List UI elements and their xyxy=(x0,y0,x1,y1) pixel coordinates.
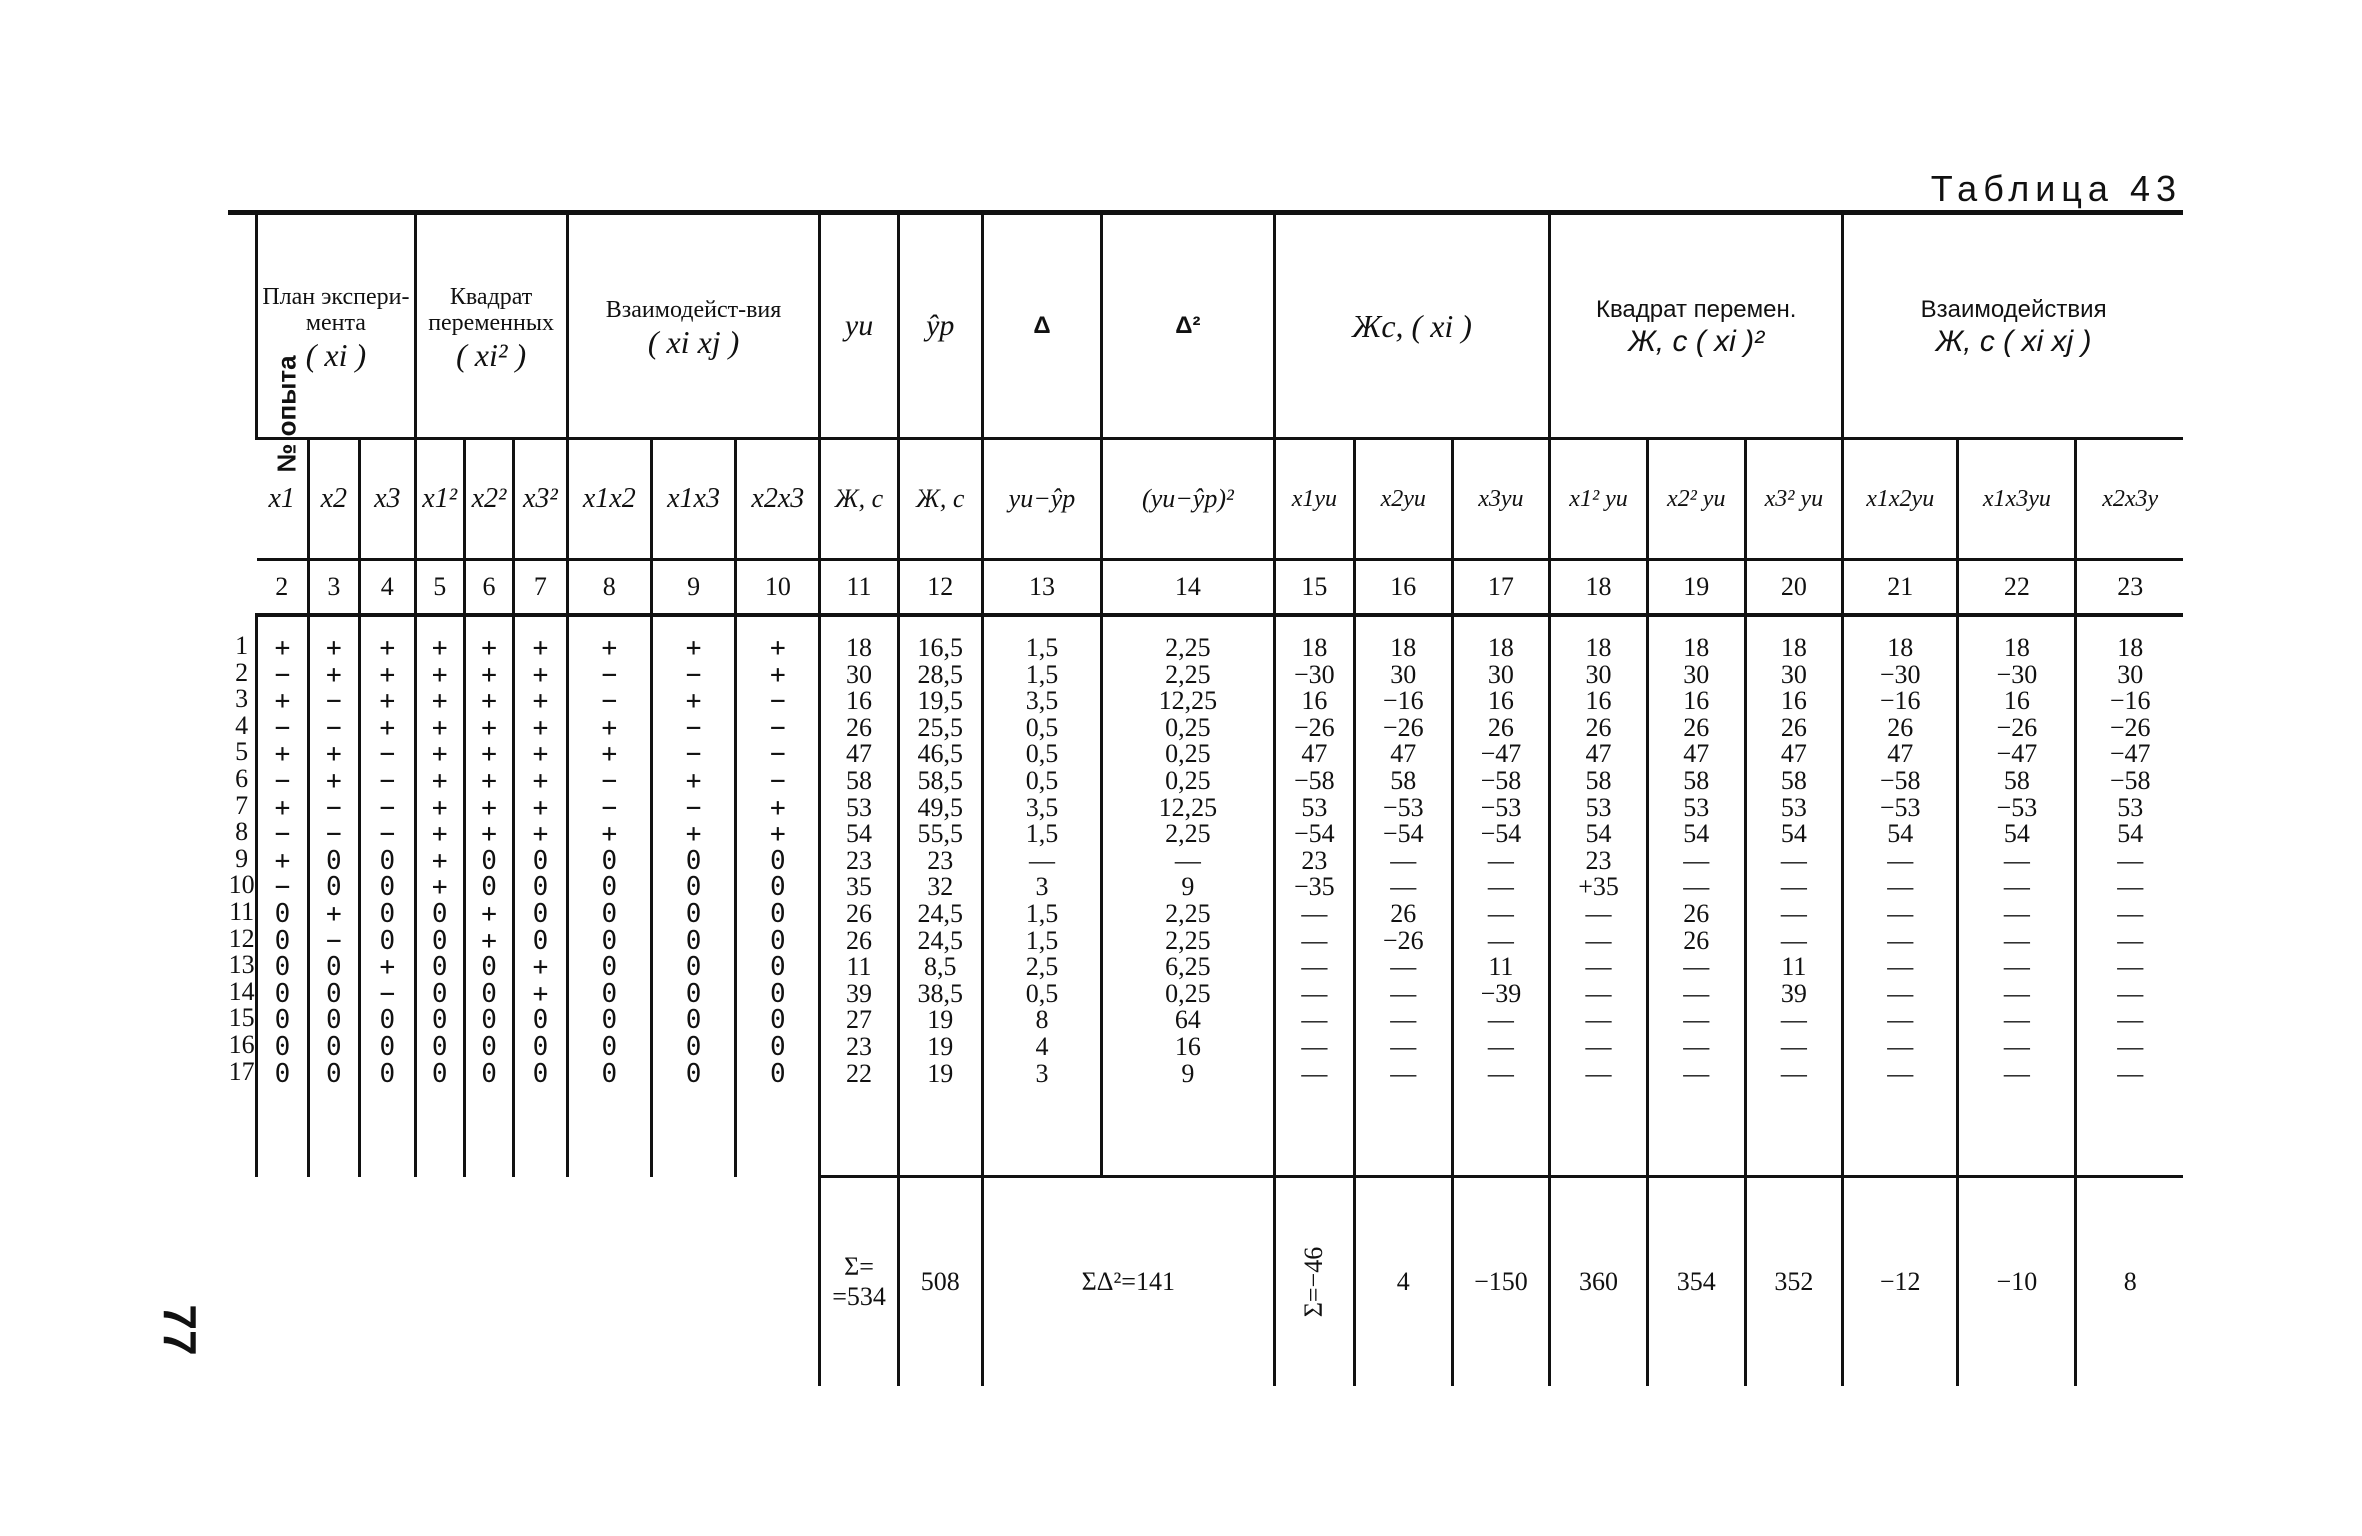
sub-x3yu: x3yu xyxy=(1452,439,1550,560)
plan-x2-values: + + − − + + − − 0 0 + − 0 0 0 0 0 xyxy=(308,615,359,1177)
row-number-label: № опыта xyxy=(271,355,302,473)
colnum-21: 21 xyxy=(1843,560,1958,616)
sub-x1yu: x1yu xyxy=(1274,439,1354,560)
colnum-6: 6 xyxy=(464,560,513,616)
sum-yp: 508 xyxy=(898,1177,982,1387)
colnum-22: 22 xyxy=(1958,560,2076,616)
sub-x2sq: x2² xyxy=(464,439,513,560)
colnum-23: 23 xyxy=(2076,560,2183,616)
colnum-13: 13 xyxy=(982,560,1101,616)
int-x2x3-values: + + − − − − + + 0 0 0 0 0 0 0 0 0 xyxy=(736,615,820,1177)
x2x3yu-values: 18 30 −16 −26 −47 −58 53 54 — — — — — — — — — xyxy=(2076,615,2183,1177)
x1x2yu-values: 18 −30 −16 26 47 −58 −53 54 — — — — — — — — — xyxy=(1843,615,1958,1177)
sub-yp-unit: Ж, с xyxy=(898,439,982,560)
sq-x2-values: + + + + + + + + 0 0 + + 0 0 0 0 0 xyxy=(464,615,513,1177)
x1sq-yu-values: 18 30 16 26 47 58 53 54 23 +35 — — — — — — — xyxy=(1550,615,1648,1177)
sq-x1-values: + + + + + + + + + + 0 0 0 0 0 0 0 xyxy=(415,615,464,1177)
int-x1x3-values: + − + − − + − + 0 0 0 0 0 0 0 0 0 xyxy=(651,615,735,1177)
sq-x3-values: + + + + + + + + 0 0 0 0 + + 0 0 0 xyxy=(514,615,567,1177)
colnum-17: 17 xyxy=(1452,560,1550,616)
delta-sq-values: 2,25 2,25 12,25 0,25 0,25 0,25 12,25 2,25 — 9 2,25 2,25 6,25 0,25 64 16 9 xyxy=(1102,615,1275,1177)
sum-x1x2: −12 xyxy=(1843,1177,1958,1387)
sum-x1yu: Σ=−46 xyxy=(1299,1246,1329,1318)
squares-title: Квадрат переменных xyxy=(428,284,554,336)
sub-x2yu: x2yu xyxy=(1354,439,1452,560)
sub-x1x3yu: x1x3yu xyxy=(1958,439,2076,560)
group-header-row xyxy=(228,213,2183,439)
plan-title: План экспери-мента xyxy=(262,284,410,336)
delta-header: Δ xyxy=(982,213,1101,439)
colnum-4: 4 xyxy=(360,560,416,616)
sub-x1x2: x1x2 xyxy=(567,439,651,560)
x2yu-values: 18 30 −16 −26 47 58 −53 −54 — — 26 −26 — — — — — xyxy=(1354,615,1452,1177)
sum-x3yu: −150 xyxy=(1452,1177,1550,1387)
colnum-5: 5 xyxy=(415,560,464,616)
sub-x1: x1 xyxy=(257,439,308,560)
yp-header: ŷp xyxy=(898,213,982,439)
delta-sq-header: Δ² xyxy=(1102,213,1275,439)
sub-x2sq-yu: x2² yu xyxy=(1647,439,1745,560)
sub-delta-sq-formula: (yu−ŷp)² xyxy=(1102,439,1275,560)
sum-x3sq: 352 xyxy=(1745,1177,1843,1387)
data-row xyxy=(228,615,2183,1177)
colnum-2: 2 xyxy=(257,560,308,616)
yp-values: 16,5 28,5 19,5 25,5 46,5 58,5 49,5 55,5 23 32 24,5 24,5 8,5 38,5 19 19 19 xyxy=(898,615,982,1177)
interactions-group-header xyxy=(567,213,820,439)
sub-x1sq-yu: x1² yu xyxy=(1550,439,1648,560)
sub-x3: x3 xyxy=(360,439,416,560)
interactions-title: Взаимодейст-вия xyxy=(605,297,782,323)
x1x3yu-values: 18 −30 16 −26 −47 58 −53 54 — — — — — — — — — xyxy=(1958,615,2076,1177)
sum-delta-sq: ΣΔ²=141 xyxy=(982,1177,1274,1387)
sum-x1yu-cell xyxy=(1274,1177,1354,1387)
colnum-12: 12 xyxy=(898,560,982,616)
colnum-9: 9 xyxy=(651,560,735,616)
x1yu-values: 18 −30 16 −26 47 −58 53 −54 23 −35 — — — — — — — xyxy=(1274,615,1354,1177)
plan-subtitle: ( xi ) xyxy=(305,337,367,373)
sum-x1sq: 360 xyxy=(1550,1177,1648,1387)
page-number: 77 xyxy=(154,1304,206,1356)
experiment-table xyxy=(228,210,2183,1386)
sum-x2yu: 4 xyxy=(1354,1177,1452,1387)
plan-x1-values: + − + − + − + − + − 0 0 0 0 0 0 0 xyxy=(257,615,308,1177)
sum-x2x3: 8 xyxy=(2076,1177,2183,1387)
x2sq-yu-values: 18 30 16 26 47 58 53 54 — — 26 26 — — — — — xyxy=(1647,615,1745,1177)
column-number-row xyxy=(228,560,2183,616)
colnum-19: 19 xyxy=(1647,560,1745,616)
colnum-14: 14 xyxy=(1102,560,1275,616)
colnum-16: 16 xyxy=(1354,560,1452,616)
x3yu-values: 18 30 16 26 −47 −58 −53 −54 — — — — 11 −39 — — — xyxy=(1452,615,1550,1177)
yu-header: yu xyxy=(820,213,898,439)
colnum-11: 11 xyxy=(820,560,898,616)
sub-x2x3yu: x2x3y xyxy=(2076,439,2183,560)
sq-var-group-header xyxy=(1550,213,1843,439)
colnum-7: 7 xyxy=(514,560,567,616)
sub-x3sq: x3² xyxy=(514,439,567,560)
sum-x1x3: −10 xyxy=(1958,1177,2076,1387)
colnum-10: 10 xyxy=(736,560,820,616)
int-x1x2-values: + − − + + − − + 0 0 0 0 0 0 0 0 0 xyxy=(567,615,651,1177)
yu-values: 18 30 16 26 47 58 53 54 23 35 26 26 11 39 27 23 22 xyxy=(820,615,898,1177)
colnum-18: 18 xyxy=(1550,560,1648,616)
sq-var-subtitle: Ж, с ( xi )² xyxy=(1628,325,1765,358)
x3sq-yu-values: 18 30 16 26 47 58 53 54 — — — — 11 39 — — — xyxy=(1745,615,1843,1177)
plan-x3-values: + + + + − − − − 0 0 0 0 + − 0 0 0 xyxy=(360,615,416,1177)
sub-yu-unit: Ж, с xyxy=(820,439,898,560)
sub-x3sq-yu: x3² yu xyxy=(1745,439,1843,560)
sub-x1sq: x1² xyxy=(415,439,464,560)
sub-x1x3: x1x3 xyxy=(651,439,735,560)
sum-row-blank xyxy=(228,1177,820,1387)
colnum-8: 8 xyxy=(567,560,651,616)
sub-x1x2yu: x1x2yu xyxy=(1843,439,1958,560)
delta-values: 1,5 1,5 3,5 0,5 0,5 0,5 3,5 1,5 — 3 1,5 1,5 2,5 0,5 8 4 3 xyxy=(982,615,1101,1177)
inter2-group-header xyxy=(1843,213,2183,439)
experiment-numbers: 1 2 3 4 5 6 7 8 9 10 11 12 13 14 15 16 17 xyxy=(228,631,255,1086)
colnum-20: 20 xyxy=(1745,560,1843,616)
sum-row xyxy=(228,1177,2183,1387)
sub-x2x3: x2x3 xyxy=(736,439,820,560)
squares-subtitle: ( xi² ) xyxy=(456,337,527,373)
sum-x2sq: 354 xyxy=(1647,1177,1745,1387)
sub-x2: x2 xyxy=(308,439,359,560)
sq-var-title: Квадрат перемен. xyxy=(1595,296,1797,323)
table-caption: Таблица 43 xyxy=(1930,168,2182,209)
sub-header-row xyxy=(228,439,2183,560)
colnum-15: 15 xyxy=(1274,560,1354,616)
interactions-subtitle: ( xi xj ) xyxy=(647,324,740,360)
jc-xi-group-header: Жс, ( xi ) xyxy=(1274,213,1549,439)
colnum-3: 3 xyxy=(308,560,359,616)
sum-yu: Σ= =534 xyxy=(820,1177,898,1387)
squares-group-header xyxy=(415,213,567,439)
inter2-title: Взаимодействия xyxy=(1920,296,2107,323)
inter2-subtitle: Ж, с ( xi xj ) xyxy=(1935,325,2092,358)
sub-delta-formula: yu−ŷр xyxy=(982,439,1101,560)
